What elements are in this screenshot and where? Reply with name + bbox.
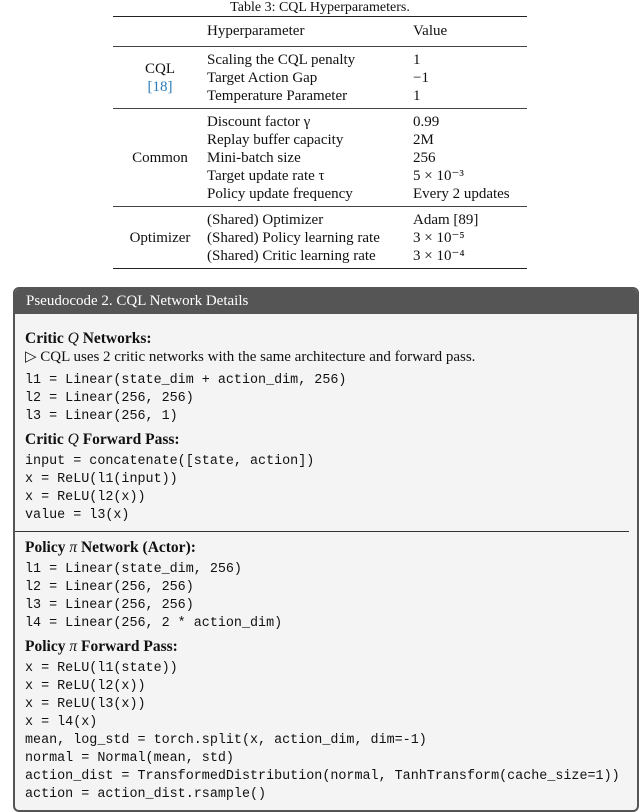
pseudocode-box [13,287,639,812]
table-row: Scaling the CQL penalty 1 [207,52,421,68]
group-label: Optimizer [129,230,191,246]
table-row: Target update rate τ 5 × 10⁻³ [207,168,464,184]
group-cql [113,47,527,109]
hyperparameter-table [113,16,527,269]
group-label: CQL [145,61,175,77]
group-common [113,109,527,207]
section-description: ▷ CQL uses 2 critic networks with the same architecture and forward pass. [25,349,476,365]
code-block: input = concatenate([state, action]) x = ReLU(l1(input)) x = ReLU(l2(x)) value = l3(x) [25,454,315,523]
code-block: l1 = Linear(state_dim + action_dim, 256) l2 = Linear(256, 256) l3 = Linear(256, 1) [25,373,347,424]
pseudocode-title: Pseudocode 2. CQL Network Details [15,289,637,314]
divider [15,531,629,532]
group-label: Common [132,150,188,166]
section-heading: Policy π Network (Actor): [25,539,196,556]
code-block: x = ReLU(l1(state)) x = ReLU(l2(x)) x = ReLU(l3(x)) x = l4(x) mean, log_std = torch.split(x, action_dim, dim=-1) normal = Normal(mean, std) action_dist = TransformedDistribution(normal, TanhTransform(cache_size=1)) action = action_dist.rsample() [25,661,620,802]
table-row: (Shared) Policy learning rate 3 × 10⁻⁵ [207,230,465,246]
header-value: Value [413,23,448,39]
table-row: Target Action Gap −1 [207,70,429,86]
table-row: Replay buffer capacity 2M [207,132,434,148]
table-row: Policy update frequency Every 2 updates [207,186,510,202]
table-row: Temperature Parameter 1 [207,88,421,104]
section-heading: Policy π Forward Pass: [25,638,178,655]
table-row: Mini-batch size 256 [207,150,436,166]
table-row: Discount factor γ 0.99 [207,114,440,130]
section-heading: Critic Q Networks: [25,330,152,347]
group-optimizer [113,207,527,268]
table-caption: Table 3: CQL Hyperparameters. [230,0,410,15]
citation-link[interactable]: [18] [147,79,173,95]
table-row: (Shared) Optimizer Adam [89] [207,212,479,228]
table-header-row [113,17,527,47]
section-heading: Critic Q Forward Pass: [25,431,180,448]
table-row: (Shared) Critic learning rate 3 × 10⁻⁴ [207,248,465,264]
code-block: l1 = Linear(state_dim, 256) l2 = Linear(256, 256) l3 = Linear(256, 256) l4 = Linear(256, 2 * action_dim) [25,562,283,631]
header-hyperparameter: Hyperparameter [207,23,305,39]
